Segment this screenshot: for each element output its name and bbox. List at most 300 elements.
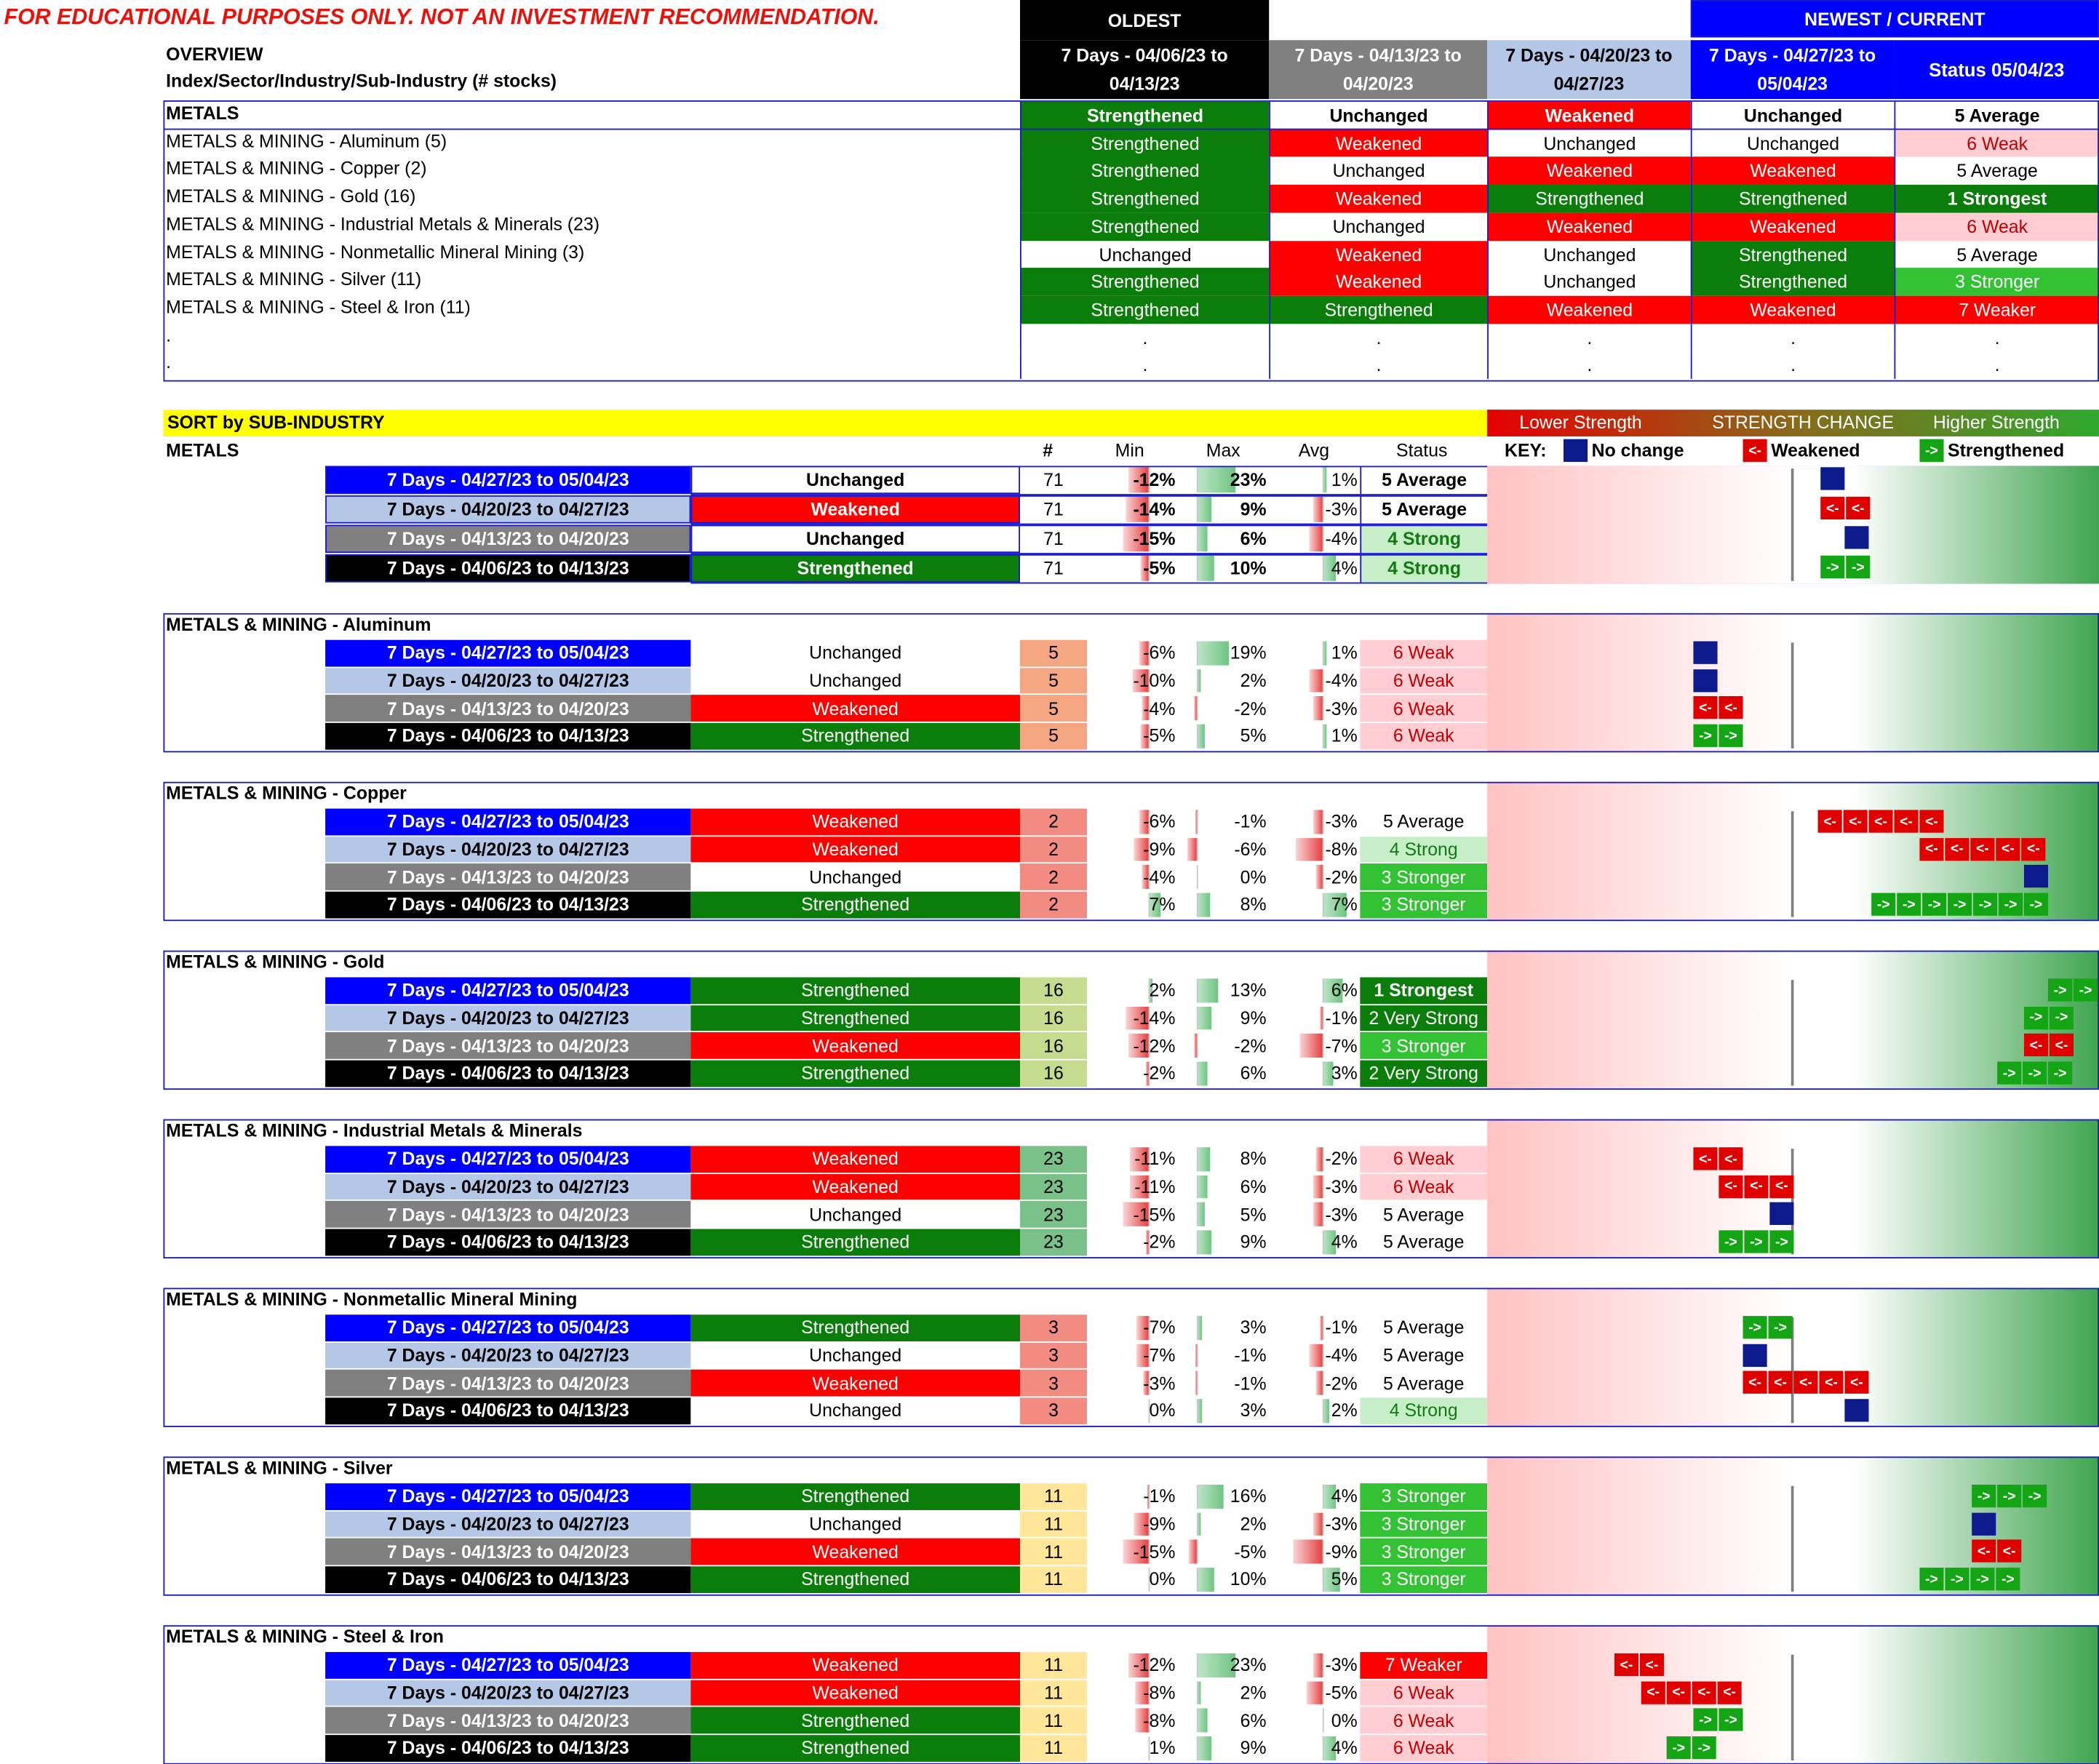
overview-cell: Strengthened <box>1020 129 1269 158</box>
max-value: 6% <box>1240 1710 1267 1731</box>
overview-cell: . <box>1894 324 2099 352</box>
period-label: 7 Days - 04/20/23 to 04/27/23 <box>325 1680 690 1706</box>
period-label: 7 Days - 04/27/23 to 05/04/23 <box>325 1652 690 1678</box>
weakened-chip: <- <box>1769 1175 1793 1197</box>
overview-cell: Unchanged <box>1691 129 1895 158</box>
count-cell: 11 <box>1020 1652 1087 1678</box>
max-bar <box>1187 838 1197 862</box>
weakened-chip: <- <box>1945 838 1969 861</box>
avg-value: 3% <box>1331 1063 1358 1084</box>
strengthened-chip: -> <box>1693 1709 1717 1731</box>
overview-cell: Strengthened <box>1691 185 1895 213</box>
avg-bar <box>1313 810 1323 834</box>
strengthened-chip: -> <box>1769 1316 1793 1338</box>
avg-axis <box>1323 1681 1324 1705</box>
min-cell <box>1087 1652 1178 1678</box>
overview-cell: Unchanged <box>1487 240 1691 268</box>
min-value: -8% <box>1143 1710 1176 1731</box>
avg-bar <box>1313 1175 1323 1199</box>
max-value: -2% <box>1234 698 1267 719</box>
max-value: 2% <box>1240 1683 1267 1704</box>
max-axis <box>1197 893 1198 917</box>
count-cell: 3 <box>1020 1342 1087 1368</box>
max-value: 6% <box>1240 528 1267 549</box>
weakened-chip: <- <box>1693 697 1717 719</box>
avg-axis <box>1323 810 1324 834</box>
max-value: 5% <box>1240 726 1267 746</box>
track-midline <box>1791 1486 1794 1592</box>
key-weakened-label: Weakened <box>1771 440 1860 461</box>
avg-value: -2% <box>1325 867 1358 887</box>
strengthened-chip: -> <box>2048 978 2072 1001</box>
min-value: -4% <box>1143 867 1176 887</box>
overview-cell: 1 Strongest <box>1894 185 2099 213</box>
avg-cell <box>1269 640 1360 666</box>
max-cell <box>1178 809 1269 835</box>
avg-bar <box>1313 697 1323 721</box>
min-cell <box>1087 1314 1178 1341</box>
min-value: -12% <box>1133 1035 1176 1056</box>
group-title: METALS & MINING - Nonmetallic Mineral Mining <box>166 1289 578 1309</box>
avg-cell <box>1269 1146 1360 1172</box>
max-bar <box>1197 497 1212 522</box>
overview-cell: . <box>1691 324 1895 352</box>
min-value: 1% <box>1149 1738 1176 1759</box>
track-midline <box>1791 468 1794 581</box>
change-cell: Unchanged <box>690 1202 1020 1228</box>
count-cell: 16 <box>1020 977 1087 1003</box>
avg-axis <box>1323 838 1324 862</box>
avg-bar <box>1313 1512 1323 1536</box>
avg-axis <box>1323 1344 1324 1368</box>
overview-row-name: METALS & MINING - Silver (11) <box>166 269 422 290</box>
count-cell: 11 <box>1020 1735 1087 1761</box>
avg-bar <box>1316 1371 1323 1395</box>
strengthened-chip: -> <box>1996 1568 2020 1590</box>
min-value: -2% <box>1143 1232 1176 1253</box>
strengthened-chip: -> <box>2074 978 2098 1001</box>
min-value: -14% <box>1133 1007 1176 1029</box>
max-axis <box>1197 1653 1198 1677</box>
avg-value: 0% <box>1331 1710 1358 1731</box>
max-cell <box>1178 668 1269 694</box>
min-cell <box>1087 1483 1178 1509</box>
overview-title: OVERVIEW <box>166 44 263 65</box>
avg-value: 2% <box>1331 1400 1358 1421</box>
overview-cell: 5 Average <box>1894 102 2099 130</box>
max-value: -6% <box>1234 839 1267 860</box>
period-label: 7 Days - 04/20/23 to 04/27/23 <box>325 1511 690 1537</box>
max-cell <box>1178 1511 1269 1537</box>
avg-value: 5% <box>1331 1569 1358 1590</box>
avg-cell <box>1269 1202 1360 1228</box>
strengthened-chip: -> <box>2048 1062 2072 1085</box>
change-cell: Unchanged <box>690 864 1020 890</box>
max-axis <box>1197 838 1198 862</box>
overview-cell: 5 Average <box>1894 240 2099 268</box>
avg-axis <box>1323 1175 1324 1199</box>
key-weakened-chip: <- <box>1743 439 1767 462</box>
overview-cell: Weakened <box>1269 185 1487 213</box>
min-cell <box>1087 809 1178 835</box>
overview-cell: . <box>1487 324 1691 352</box>
strengthened-chip: -> <box>2023 1485 2047 1507</box>
weakened-chip: <- <box>1996 838 2020 861</box>
max-cell <box>1178 1652 1269 1678</box>
min-value: -8% <box>1143 1683 1176 1704</box>
change-cell: Unchanged <box>690 668 1020 694</box>
overview-cell: Strengthened <box>1269 296 1487 324</box>
count-cell: 71 <box>1043 558 1064 579</box>
avg-axis <box>1323 1371 1324 1395</box>
status-cell: 4 Strong <box>1360 554 1487 583</box>
period-label: 7 Days - 04/20/23 to 04/27/23 <box>325 668 690 694</box>
period-label: 7 Days - 04/06/23 to 04/13/23 <box>325 554 690 583</box>
key-no-change-chip <box>1564 439 1588 462</box>
max-cell <box>1178 892 1269 918</box>
avg-value: -1% <box>1325 1317 1358 1338</box>
overview-cell: 5 Average <box>1894 157 2099 185</box>
count-cell: 5 <box>1020 640 1087 666</box>
overview-subtitle: Index/Sector/Industry/Sub-Industry (# stocks) <box>166 71 557 92</box>
sort-banner: SORT by SUB-INDUSTRY <box>163 410 1487 436</box>
count-cell: 71 <box>1043 528 1064 549</box>
avg-cell <box>1269 1538 1360 1565</box>
max-value: 23% <box>1230 1655 1267 1675</box>
status-cell: 3 Stronger <box>1360 1511 1487 1537</box>
max-cell <box>1178 1707 1269 1733</box>
status-cell: 3 Stronger <box>1360 1033 1487 1059</box>
overview-column-header: 7 Days - 04/20/23 to 04/27/23 <box>1487 40 1691 99</box>
disclaimer: FOR EDUCATIONAL PURPOSES ONLY. NOT AN INVESTMENT RECOMMENDATION. <box>4 5 880 30</box>
period-label: 7 Days - 04/20/23 to 04/27/23 <box>325 495 690 524</box>
avg-axis <box>1323 1202 1324 1226</box>
max-cell <box>1178 1061 1269 1087</box>
count-cell: 23 <box>1020 1146 1087 1172</box>
min-value: 0% <box>1149 1569 1176 1590</box>
col-avg-header: Avg <box>1298 440 1330 461</box>
max-value: 9% <box>1240 1232 1267 1253</box>
overview-cell: Unchanged <box>1269 102 1487 130</box>
change-cell: Unchanged <box>690 466 1020 494</box>
period-label: 7 Days - 04/20/23 to 04/27/23 <box>325 1005 690 1031</box>
status-cell: 4 Strong <box>1360 524 1487 553</box>
count-cell: 3 <box>1020 1314 1087 1341</box>
count-cell: 16 <box>1020 1061 1087 1087</box>
max-cell <box>1178 1370 1269 1396</box>
max-cell <box>1178 977 1269 1003</box>
avg-cell <box>1269 668 1360 694</box>
strengthened-chip: -> <box>1820 556 1844 578</box>
avg-value: 6% <box>1331 980 1358 1001</box>
overview-cell: Unchanged <box>1691 102 1895 130</box>
count-cell: 2 <box>1020 809 1087 835</box>
max-cell <box>1178 1342 1269 1368</box>
group-title: METALS & MINING - Aluminum <box>166 614 431 635</box>
max-cell <box>1178 1146 1269 1172</box>
count-cell: 11 <box>1020 1707 1087 1733</box>
overview-row-name: METALS & MINING - Nonmetallic Mineral Mining (3) <box>166 242 585 262</box>
avg-cell <box>1269 1483 1360 1509</box>
max-value: 0% <box>1240 867 1267 887</box>
overview-header-row-border <box>163 100 2098 129</box>
overview-row-name: METALS & MINING - Gold (16) <box>166 185 416 207</box>
max-bar <box>1197 642 1229 666</box>
status-cell: 7 Weaker <box>1360 1652 1487 1678</box>
min-cell <box>1087 640 1178 666</box>
weakened-chip: <- <box>1919 810 1943 832</box>
weakened-chip: <- <box>2050 1034 2074 1057</box>
max-value: -2% <box>1234 1035 1267 1056</box>
weakened-chip: <- <box>1692 1681 1716 1704</box>
max-axis <box>1197 1316 1198 1340</box>
min-value: -7% <box>1143 1345 1176 1366</box>
avg-cell <box>1269 864 1360 890</box>
max-bar <box>1197 1485 1224 1509</box>
weakened-chip: <- <box>1820 497 1844 519</box>
count-cell: 11 <box>1020 1511 1087 1537</box>
overview-cell: . <box>1691 351 1895 380</box>
count-cell: 2 <box>1020 837 1087 863</box>
period-label: 7 Days - 04/13/23 to 04/20/23 <box>325 524 690 553</box>
max-axis <box>1197 1371 1198 1395</box>
min-cell <box>1087 1370 1178 1396</box>
max-axis <box>1197 1231 1198 1255</box>
min-cell <box>1087 1735 1178 1761</box>
avg-axis <box>1323 1006 1324 1030</box>
weakened-chip: <- <box>1718 697 1742 719</box>
strengthened-chip: -> <box>1922 893 1946 916</box>
avg-value: -3% <box>1325 1514 1358 1535</box>
max-cell <box>1178 1033 1269 1059</box>
min-value: -11% <box>1134 1149 1176 1170</box>
no-change-chip <box>1844 526 1868 548</box>
max-bar <box>1197 978 1219 1002</box>
change-cell: Strengthened <box>690 1314 1020 1341</box>
min-value: -3% <box>1143 1373 1176 1394</box>
period-label: 7 Days - 04/20/23 to 04/27/23 <box>325 837 690 863</box>
avg-cell <box>1269 495 1360 524</box>
min-cell <box>1087 1005 1178 1031</box>
overview-cell: Strengthened <box>1020 268 1269 296</box>
strengthened-chip: -> <box>1973 893 1997 916</box>
strengthened-chip: -> <box>1997 1062 2021 1085</box>
max-cell <box>1178 723 1269 749</box>
max-bar <box>1197 1062 1207 1086</box>
period-label: 7 Days - 04/13/23 to 04/20/23 <box>325 695 690 722</box>
avg-axis <box>1323 1147 1324 1171</box>
max-axis <box>1197 497 1198 522</box>
avg-axis <box>1323 1399 1324 1423</box>
max-axis <box>1197 697 1198 721</box>
max-axis <box>1197 1344 1198 1368</box>
avg-value: -8% <box>1325 839 1358 860</box>
avg-value: -5% <box>1325 1683 1358 1704</box>
overview-row-name: . <box>166 324 172 346</box>
avg-axis <box>1323 1512 1324 1536</box>
change-cell: Strengthened <box>690 1566 1020 1592</box>
status-cell: 2 Very Strong <box>1360 1005 1487 1031</box>
count-cell: 23 <box>1020 1229 1087 1256</box>
change-cell: Weakened <box>690 1173 1020 1200</box>
avg-axis <box>1323 526 1324 551</box>
avg-axis <box>1323 1568 1324 1592</box>
col-min-header: Min <box>1115 440 1144 461</box>
strengthened-chip: -> <box>1999 893 2023 916</box>
overview-cell: Weakened <box>1691 296 1895 324</box>
strengthened-chip: -> <box>1972 1485 1996 1507</box>
max-axis <box>1197 1709 1198 1733</box>
count-cell: 23 <box>1020 1173 1087 1200</box>
overview-cell: 3 Stronger <box>1894 268 2099 296</box>
avg-bar <box>1309 526 1322 551</box>
change-cell: Unchanged <box>690 640 1020 666</box>
overview-cell: Strengthened <box>1691 268 1895 296</box>
min-cell <box>1087 1680 1178 1706</box>
overview-cell: Strengthened <box>1020 212 1269 241</box>
count-cell: 5 <box>1020 695 1087 722</box>
min-value: -15% <box>1133 528 1176 549</box>
col-status-header: Status <box>1396 440 1448 461</box>
period-label: 7 Days - 04/20/23 to 04/27/23 <box>325 1342 690 1368</box>
avg-cell <box>1269 809 1360 835</box>
max-bar <box>1197 1006 1212 1030</box>
max-bar <box>1197 1736 1212 1760</box>
strength-change-label: STRENGTH CHANGE <box>1712 412 1895 433</box>
period-label: 7 Days - 04/27/23 to 05/04/23 <box>325 809 690 835</box>
oldest-label: OLDEST <box>1020 0 1269 40</box>
status-cell: 5 Average <box>1360 1229 1487 1256</box>
weakened-chip: <- <box>1970 838 1994 861</box>
max-axis <box>1197 1062 1198 1086</box>
avg-bar <box>1309 1344 1322 1368</box>
min-cell <box>1087 892 1178 918</box>
group-title: METALS & MINING - Steel & Iron <box>166 1627 444 1647</box>
no-change-chip <box>1693 669 1717 692</box>
period-label: 7 Days - 04/13/23 to 04/20/23 <box>325 1033 690 1059</box>
weakened-chip: <- <box>1744 1175 1768 1197</box>
overview-row-name: METALS & MINING - Copper (2) <box>166 158 427 179</box>
count-cell: 71 <box>1043 469 1064 490</box>
weakened-chip: <- <box>2024 1034 2048 1057</box>
avg-axis <box>1323 1485 1324 1509</box>
change-cell: Strengthened <box>690 1005 1020 1031</box>
max-axis <box>1197 725 1198 749</box>
max-value: 13% <box>1230 980 1267 1001</box>
period-label: 7 Days - 04/13/23 to 04/20/23 <box>325 1370 690 1396</box>
change-cell: Strengthened <box>690 1707 1020 1733</box>
weakened-chip: <- <box>1844 810 1868 832</box>
key-label: KEY: <box>1505 440 1547 461</box>
avg-cell <box>1269 837 1360 863</box>
min-cell <box>1087 864 1178 890</box>
max-bar <box>1197 1568 1214 1592</box>
avg-cell <box>1269 1707 1360 1733</box>
max-axis <box>1197 1147 1198 1171</box>
avg-cell <box>1269 1005 1360 1031</box>
period-label: 7 Days - 04/27/23 to 05/04/23 <box>325 1483 690 1509</box>
max-cell <box>1178 524 1269 553</box>
max-value: 6% <box>1240 1063 1267 1084</box>
weakened-chip: <- <box>1894 810 1918 832</box>
overview-cell: Unchanged <box>1269 212 1487 241</box>
strengthened-chip: -> <box>1718 1709 1742 1731</box>
count-cell: 11 <box>1020 1483 1087 1509</box>
weakened-chip: <- <box>1667 1681 1691 1704</box>
strengthened-chip: -> <box>1718 1231 1742 1253</box>
min-value: 7% <box>1149 895 1176 915</box>
count-cell: 3 <box>1020 1398 1087 1424</box>
change-cell: Strengthened <box>690 977 1020 1003</box>
status-cell: 4 Strong <box>1360 1398 1487 1424</box>
max-cell <box>1178 1398 1269 1424</box>
status-cell: 6 Weak <box>1360 1146 1487 1172</box>
strengthened-chip: -> <box>1693 725 1717 747</box>
period-label: 7 Days - 04/27/23 to 05/04/23 <box>325 466 690 494</box>
min-cell <box>1087 524 1178 553</box>
change-cell: Strengthened <box>690 1735 1020 1761</box>
weakened-chip: <- <box>1818 810 1842 832</box>
max-bar <box>1188 1540 1196 1564</box>
max-value: 16% <box>1230 1486 1267 1507</box>
min-cell <box>1087 723 1178 749</box>
max-value: 19% <box>1230 643 1267 663</box>
max-value: 2% <box>1240 671 1267 691</box>
avg-value: 7% <box>1331 895 1358 915</box>
status-cell: 6 Weak <box>1360 1735 1487 1761</box>
max-value: 3% <box>1240 1317 1267 1338</box>
min-value: -5% <box>1143 558 1176 579</box>
min-value: -12% <box>1133 1655 1176 1675</box>
max-axis <box>1197 642 1198 666</box>
min-cell <box>1087 977 1178 1003</box>
status-cell: 6 Weak <box>1360 1173 1487 1200</box>
avg-cell <box>1269 1061 1360 1087</box>
strengthened-chip: -> <box>1919 1568 1943 1590</box>
overview-row-name: . <box>166 352 172 373</box>
status-cell: 5 Average <box>1360 1314 1487 1341</box>
count-cell: 11 <box>1020 1538 1087 1565</box>
avg-axis <box>1323 725 1324 749</box>
max-axis <box>1197 1512 1198 1536</box>
no-change-chip <box>1693 642 1717 664</box>
max-value: 10% <box>1230 1569 1267 1590</box>
max-cell <box>1178 1680 1269 1706</box>
max-bar <box>1197 1231 1212 1255</box>
max-bar <box>1197 1709 1207 1733</box>
avg-value: -1% <box>1325 1007 1358 1029</box>
change-cell: Weakened <box>690 1370 1020 1396</box>
period-label: 7 Days - 04/06/23 to 04/13/23 <box>325 1229 690 1256</box>
period-label: 7 Days - 04/13/23 to 04/20/23 <box>325 1202 690 1228</box>
count-cell: 16 <box>1020 1005 1087 1031</box>
change-cell: Unchanged <box>690 1511 1020 1537</box>
weakened-chip: <- <box>1743 1371 1767 1394</box>
change-cell: Weakened <box>690 1538 1020 1565</box>
avg-axis <box>1323 1653 1324 1677</box>
min-value: -15% <box>1133 1204 1176 1225</box>
max-value: 8% <box>1240 895 1267 915</box>
max-value: 6% <box>1240 1176 1267 1197</box>
strengthened-chip: -> <box>1997 1485 2021 1507</box>
period-label: 7 Days - 04/13/23 to 04/20/23 <box>325 864 690 890</box>
min-value: 0% <box>1149 1400 1176 1421</box>
count-cell: 2 <box>1020 892 1087 918</box>
min-cell <box>1087 554 1178 583</box>
avg-value: 4% <box>1331 1486 1358 1507</box>
change-cell: Strengthened <box>690 892 1020 918</box>
newest-label: NEWEST / CURRENT <box>1691 0 2099 38</box>
